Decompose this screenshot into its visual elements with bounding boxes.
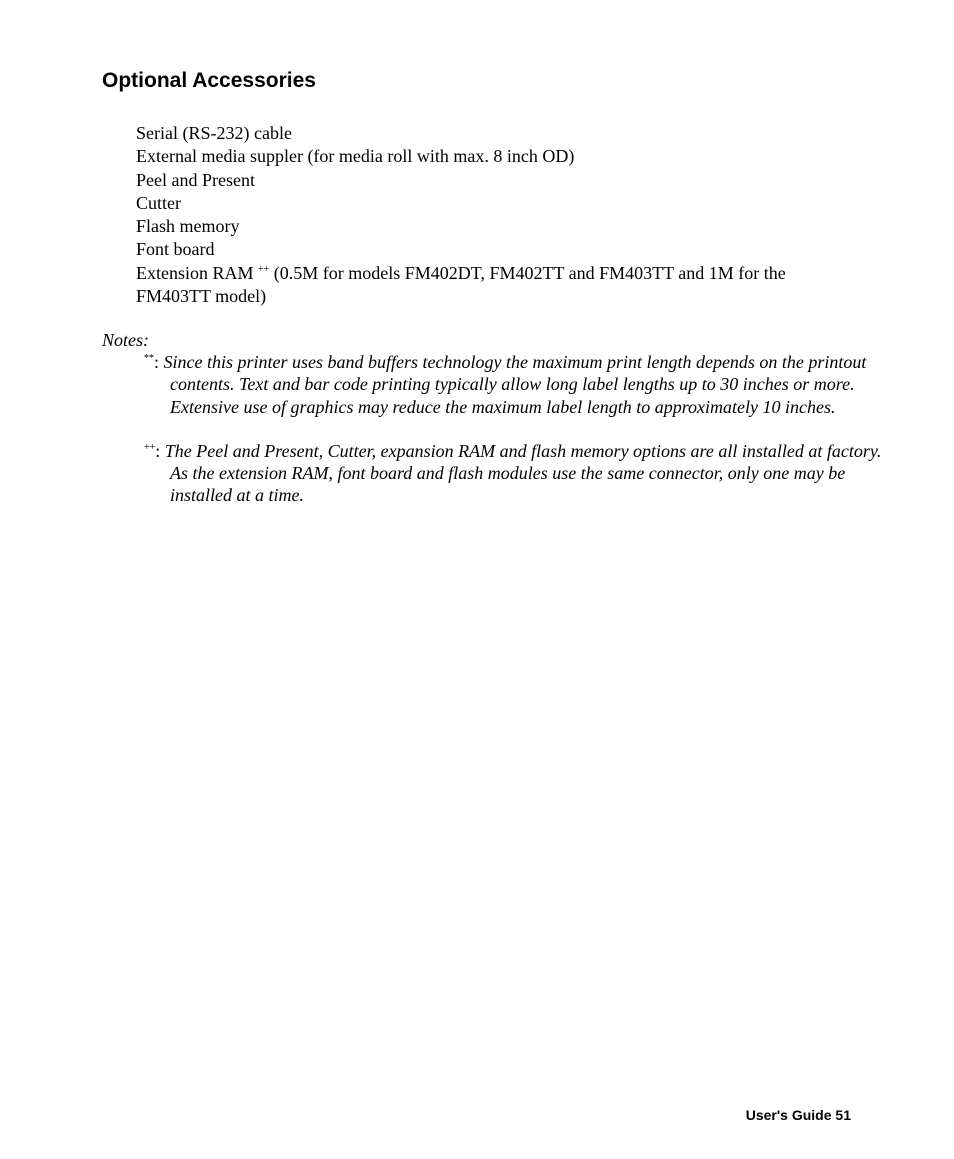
accessory-item-text: Cutter (136, 192, 181, 213)
note-separator: : (155, 440, 165, 461)
page-footer: User's Guide 51 (745, 1107, 851, 1123)
accessory-item-text: Serial (RS-232) cable (136, 123, 292, 143)
note-item (102, 440, 882, 507)
note-item (102, 351, 882, 418)
accessory-item-text: Peel and Present (136, 169, 255, 190)
accessory-list (136, 122, 856, 308)
footnote-marker: ++ (144, 441, 156, 453)
accessory-item-text: Flash memory (136, 216, 240, 237)
notes-label: Notes: (102, 330, 149, 350)
accessory-item (136, 192, 856, 215)
footnote-marker: ++ (258, 263, 270, 275)
note-text: Since this printer uses band buffers technology the maximum print length depends on the printout contents. Text and bar code printing typically allow long label lengths up to 30 inches or more. Extensive use of graphics may reduce the maximum label length to approximately 10 inches. (163, 352, 867, 417)
accessory-item-text: Extension RAM (136, 262, 254, 283)
accessory-item (136, 262, 856, 309)
accessory-item (136, 238, 856, 261)
accessory-item (136, 169, 856, 192)
accessory-item (136, 215, 856, 238)
accessory-item-text: External media suppler (for media roll with max. 8 inch OD) (136, 146, 575, 167)
accessory-item-text: Font board (136, 239, 215, 260)
accessory-item (136, 122, 856, 145)
footnote-marker: ** (144, 353, 154, 365)
note-separator: : (154, 352, 164, 373)
section-heading: Optional Accessories (102, 69, 316, 92)
notes-section (102, 329, 882, 528)
accessory-item (136, 145, 856, 168)
accessory-item-detail: (0.5M for models FM402DT, FM402TT and FM403TT and 1M for the FM403TT model) (136, 262, 786, 307)
note-text: The Peel and Present, Cutter, expansion RAM and flash memory options are all installed at factory. As the extension RAM, font board and flash modules use the same connector, only one may be installed at a time. (164, 440, 882, 506)
